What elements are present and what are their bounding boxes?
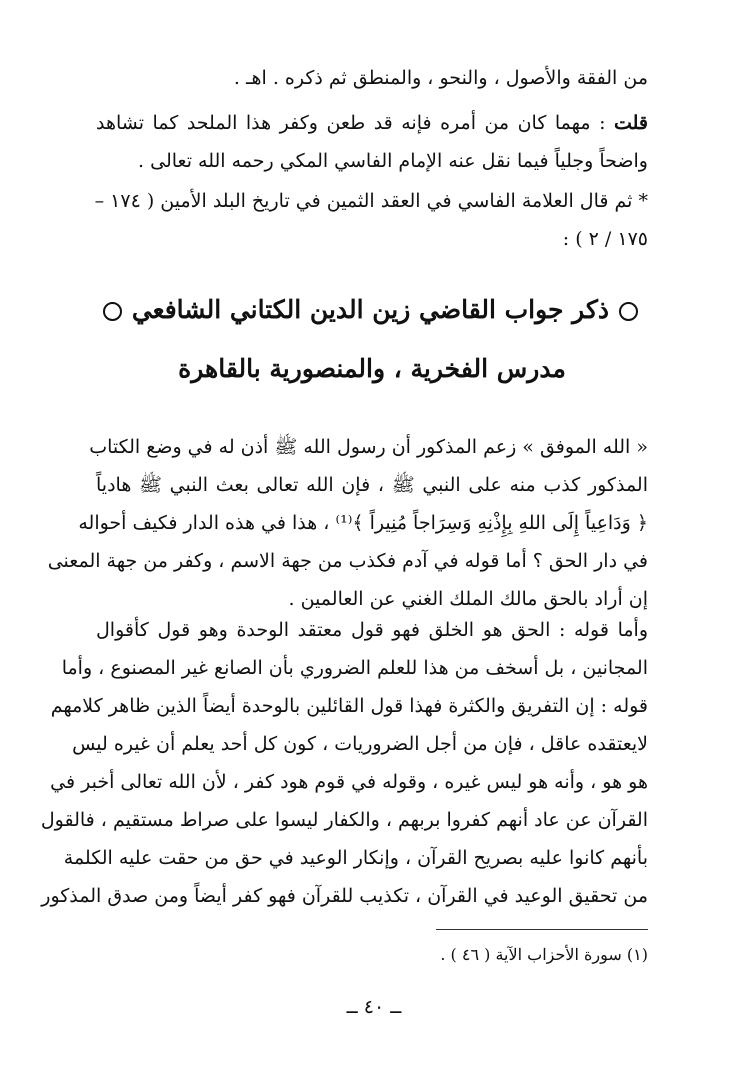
text-line: القرآن عن عاد أنهم كفروا بربهم ، والكفار ليسوا على صراط مستقيم ، فالقول [40, 809, 648, 831]
text-line: * ثم قال العلامة الفاسي في العقد الثمين في تاريخ البلد الأمين ( ١٧٤ – [94, 190, 648, 212]
circle-ornament-icon [103, 302, 122, 321]
paragraph-1 [47, 428, 649, 618]
section-heading [96, 290, 648, 389]
text-line: ﴿ وَدَاعِياً إِلَى اللهِ بِإِذْنِهِ وَسِرَاجاً مُنِيراً ﴾⁽¹⁾ ، هذا في هذه الدار فكيف أحواله [78, 512, 648, 534]
text-line: إن أراد بالحق مالك الملك الغني عن العالمين . [288, 588, 648, 610]
text-line: من تحقيق الوعيد في القرآن ، تكذيب للقرآن فهو كفر أيضاً ومن صدق المذكور [41, 885, 648, 907]
qult-label: قلت [613, 112, 648, 134]
qult-paragraph [96, 104, 648, 180]
text-line [96, 104, 648, 142]
text-line: قوله : إن التفريق والكثرة فهذا قول القائلين بالوحدة أيضاً الذين ظاهر كلامهم [50, 695, 648, 717]
heading-title: ذكر جواب القاضي زين الدين الكتاني الشافعي [131, 295, 609, 324]
footnote: (١) سورة الأحزاب الآية ( ٤٦ ) . [440, 945, 648, 964]
text-line: « الله الموفق » زعم المذكور أن رسول الله ﷺ أذن له في وضع الكتاب [89, 436, 648, 458]
text-line: ١٧٥ / ٢ ) : [562, 228, 648, 250]
page-number: ــ ٤٠ ــ [346, 996, 402, 1018]
text-line: المذكور كذب منه على النبي ﷺ ، فإن الله تعالى بعث النبي ﷺ هادياً [96, 474, 649, 496]
circle-ornament-icon [619, 302, 638, 321]
heading-line-1 [96, 290, 648, 330]
text-line: لايعتقده عاقل ، فإن من أجل الضروريات ، كون كل أحد يعلم أن غيره ليس [72, 733, 648, 755]
paragraph-2 [40, 611, 648, 915]
text-line: من الفقة والأصول ، والنحو ، والمنطق ثم ذكره . اهـ . [233, 67, 648, 89]
text-line: واضحاً وجلياً فيما نقل عنه الإمام الفاسي المكي رحمه الله تعالى . [138, 150, 648, 172]
heading-line-2: مدرس الفخرية ، والمنصورية بالقاهرة [178, 354, 566, 383]
intro-block [96, 59, 648, 97]
text-line: هو هو ، وأنه هو ليس غيره ، وقوله في قوم هود كفر ، لأن الله تعالى أخبر في [50, 771, 648, 793]
text-line: المجانين ، بل أسخف من هذا للعلم الضروري بأن الصانع غير المصنوع ، وأما [61, 657, 648, 679]
text-line: في دار الحق ؟ أما قوله في آدم فكذب من جهة الاسم ، وكفر من جهة المعنى [47, 550, 648, 572]
footnote-divider [436, 929, 648, 930]
text-line: بأنهم كانوا عليه بصريح القرآن ، وإنكار الوعيد في حق من حقت عليه الكلمة [63, 847, 648, 869]
citation-paragraph [96, 182, 648, 258]
text-line: وأما قوله : الحق هو الخلق فهو قول معتقد الوحدة وهو قول كأقوال [96, 619, 648, 641]
qult-text: : مهما كان من أمره فإنه قد طعن وكفر هذا الملحد كما تشاهد [96, 112, 614, 134]
